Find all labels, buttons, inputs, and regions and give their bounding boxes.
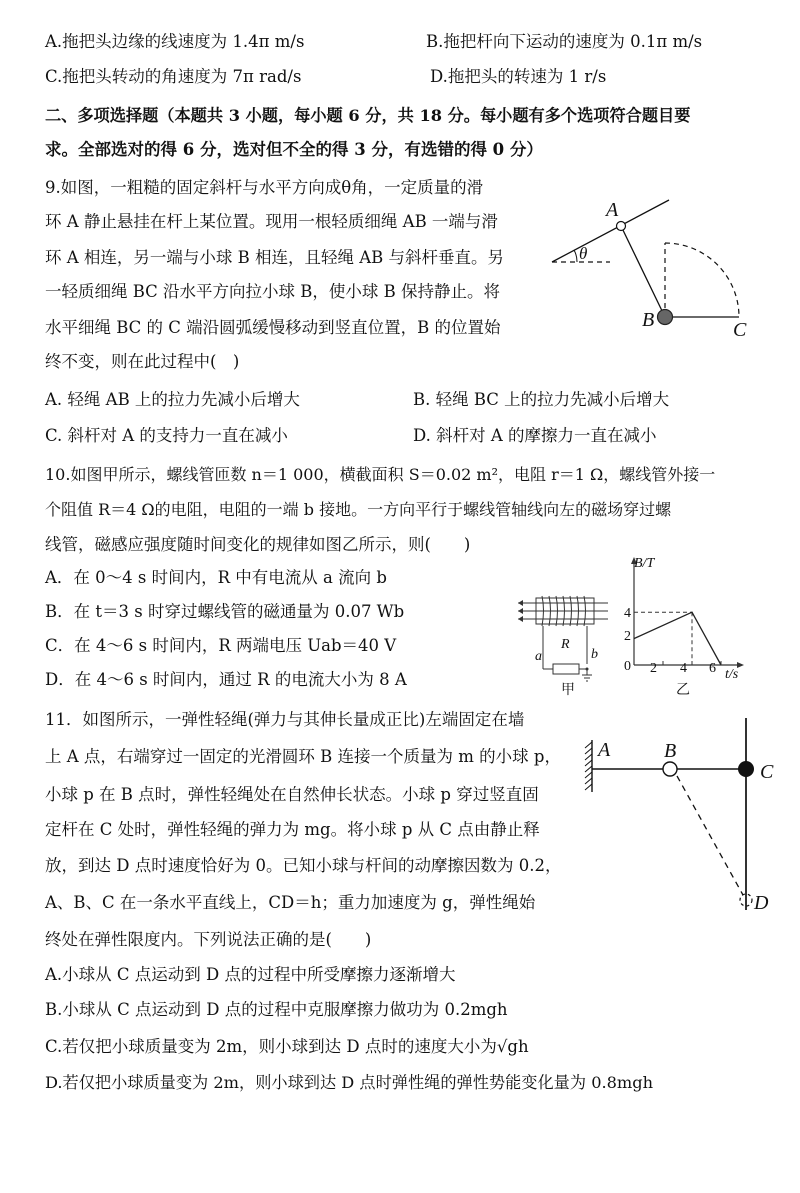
q11-text-line: 定杆在 C 处时，弹性轻绳的弹力为 mg。将小球 p 从 C 点由静止释 bbox=[45, 820, 540, 839]
label-theta: θ bbox=[579, 244, 588, 263]
label-b: B bbox=[642, 309, 655, 331]
x-axis-label: t/s bbox=[725, 667, 739, 682]
section-heading-cont: 求。全部选对的得 6 分，选对但不全的得 3 分，有选错的得 0 分） bbox=[45, 140, 543, 159]
label-c: C bbox=[760, 761, 774, 783]
q11-option-b: B.小球从 C 点运动到 D 点的过程中克服摩擦力做功为 0.2mgh bbox=[45, 1000, 508, 1019]
q11-option-a: A.小球从 C 点运动到 D 点的过程中所受摩擦力逐渐增大 bbox=[45, 965, 456, 984]
q9-option-c: C. 斜杆对 A 的支持力一直在减小 bbox=[45, 426, 288, 445]
option-b: B.拖把杆向下运动的速度为 0.1π m/s bbox=[426, 32, 703, 51]
option-c: C.拖把头转动的角速度为 7π rad/s bbox=[45, 67, 302, 86]
label-r: R bbox=[561, 637, 570, 652]
q9-text-line: 一轻质细绳 BC 沿水平方向拉小球 B，使小球 B 保持静止。将 bbox=[45, 282, 501, 301]
caption-yi: 乙 bbox=[676, 682, 690, 698]
q9-text-line: 终不变，则在此过程中( ) bbox=[45, 352, 240, 371]
resistor-figure bbox=[535, 655, 615, 690]
q9-text-line: 环 A 静止悬挂在杆上某位置。现用一根轻质细绳 AB 一端与滑 bbox=[45, 212, 498, 231]
q10-option-c: C．在 4～6 s 时间内，R 两端电压 Uab＝40 V bbox=[45, 636, 397, 655]
q10-option-d: D．在 4～6 s 时间内，通过 R 的电流大小为 8 A bbox=[45, 670, 407, 689]
label-a-terminal: a bbox=[535, 649, 542, 664]
label-a: A bbox=[598, 739, 611, 761]
q11-option-d: D.若仅把小球质量变为 2m，则小球到达 D 点时弹性绳的弹性势能变化量为 0.8mgh bbox=[45, 1073, 654, 1092]
field-arrow-icon bbox=[518, 600, 523, 622]
q10-option-a: A．在 0～4 s 时间内，R 中有电流从 a 流向 b bbox=[45, 568, 387, 587]
q9-text-line: 水平细绳 BC 的 C 端沿圆弧缓慢移动到竖直位置，B 的位置始 bbox=[45, 318, 501, 337]
y-tick-label: 2 bbox=[624, 629, 631, 644]
x-tick-label: 2 bbox=[650, 661, 657, 676]
q11-text-line: A、B、C 在一条水平直线上，CD＝h；重力加速度为 g，弹性绳始 bbox=[45, 893, 536, 912]
x-tick-label: 6 bbox=[709, 661, 716, 676]
b-t-chart bbox=[620, 555, 750, 675]
caption-jia: 甲 bbox=[561, 682, 575, 698]
q10-text-line: 线管，磁感应强度随时间变化的规律如图乙所示，则( ) bbox=[45, 535, 471, 554]
q10-text-line: 个阻值 R＝4 Ω的电阻，电阻的一端 b 接地。一方向平行于螺线管轴线向左的磁场穿过螺 bbox=[45, 500, 672, 519]
x-tick-label: 4 bbox=[680, 661, 687, 676]
section-heading: 二、多项选择题（本题共 3 小题，每小题 6 分，共 18 分。每小题有多个选项符合题目要 bbox=[45, 106, 691, 125]
q10-text-line: 10.如图甲所示，螺线管匝数 n＝1 000，横截面积 S＝0.02 m²，电阻 r＝1 Ω，螺线管外接一 bbox=[45, 465, 716, 484]
label-b: B bbox=[664, 740, 677, 762]
label-b-terminal: b bbox=[591, 647, 598, 662]
y-tick-label: 4 bbox=[624, 606, 631, 621]
q9-text-line: 9.如图，一粗糙的固定斜杆与水平方向成θ角，一定质量的滑 bbox=[45, 178, 484, 197]
y-axis-label: B/T bbox=[634, 556, 655, 571]
q11-text-line: 小球 p 在 B 点时，弹性轻绳处在自然伸长状态。小球 p 穿过竖直固 bbox=[45, 785, 539, 804]
option-a: A.拖把头边缘的线速度为 1.4π m/s bbox=[45, 32, 305, 51]
q9-text-line: 环 A 相连，另一端与小球 B 相连，且轻绳 AB 与斜杆垂直。另 bbox=[45, 248, 505, 267]
q11-text-line: 上 A 点，右端穿过一固定的光滑圆环 B 连接一个质量为 m 的小球 p， bbox=[45, 747, 561, 766]
x-tick-label: 0 bbox=[624, 659, 631, 674]
q9-figure-incline bbox=[530, 190, 800, 340]
label-d: D bbox=[754, 892, 769, 914]
resistor bbox=[553, 664, 579, 674]
q11-option-c: C.若仅把小球质量变为 2m，则小球到达 D 点时的速度大小为√gh bbox=[45, 1037, 529, 1056]
q11-text-line: 放，到达 D 点时速度恰好为 0。已知小球与杆间的动摩擦因数为 0.2， bbox=[45, 856, 562, 875]
q9-option-d: D. 斜杆对 A 的摩擦力一直在减小 bbox=[413, 426, 657, 445]
q10-option-b: B．在 t＝3 s 时穿过螺线管的磁通量为 0.07 Wb bbox=[45, 602, 405, 621]
q11-text-line: 11．如图所示，一弹性轻绳(弹力与其伸长量成正比)左端固定在墙 bbox=[45, 710, 525, 729]
q9-option-a: A. 轻绳 AB 上的拉力先减小后增大 bbox=[45, 390, 300, 409]
q11-text-line: 终处在弹性限度内。下列说法正确的是( ) bbox=[45, 930, 372, 949]
label-a: A bbox=[606, 199, 619, 221]
b-t-series-line bbox=[634, 612, 721, 665]
option-d: D.拖把头的转速为 1 r/s bbox=[430, 67, 607, 86]
label-c: C bbox=[733, 319, 747, 341]
q9-option-b: B. 轻绳 BC 上的拉力先减小后增大 bbox=[413, 390, 670, 409]
